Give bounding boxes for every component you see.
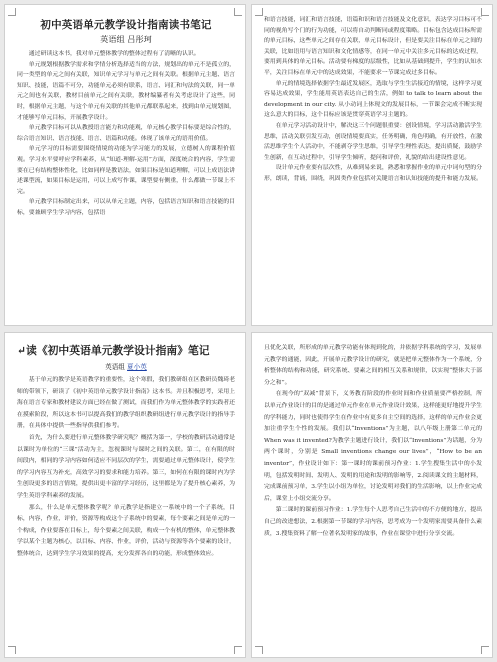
body-paragraph: 在现今的“双减”背景下，义务教育阶段的作业时间和作业质量要严格控制，所以单元作业设计的目的是通过单元作业在单元作业设计效果，这样能更好地提升学生的学科能力，同时也使得学生在作业中有更多自主空间的选择，这样的单元作业会更加注重学生个性的发展。我们以“Inventions”为主题，以八年级上册第二单元的 When was it invented?为教学主题进行设计，我们以“Inventions”为话题，分为两个课时，分别是 Small inventions change our lives”，“How to be an inventor”，作业设计如下：第一课时的课前预习作业：1.学生搜集生活中的小发明，包括发明时间、发明人、发明的用途和发明的影响等，2.阅读课文的主题材料，完成课前预习单，3.学生以小组为单位，讨论发明对我们的生活影响，以上作业完成后，课堂上小组交流分享。	[264, 391, 482, 502]
body-paragraph: 且优化关联，所形成的单元教学功能有体现到化的，并依据学科系统的学习，发展单元教学的通能，因此，开展单元教学设计的研究，就是把单元整体作为一个系统，分析整体的结构和功能，研究系统、要素之间的相互关系和规律，以实现“整体大于部分之和”。	[264, 345, 482, 386]
body-paragraph: 通过研读这本书，我对单元整体教学的整体过程有了清晰的认识。	[28, 51, 200, 57]
text-cursor-icon: ↵	[17, 344, 27, 357]
author-line	[17, 361, 235, 371]
page-corner-mark	[234, 8, 242, 16]
page-corner-mark	[255, 8, 263, 16]
body-paragraph: 那么，什么是单元整体教学呢？单元教学是指建立一系统中的一个子系统，目标，内容，作业，评价，资源等构成这个子系统中的要素，每个要素之间是单元的一个构成，作业要落在目标上，每个要素之间关联，构成一个有机的整体，单元整体教学以某个主题为核心，以目标、内容、作业，评价，活动与资源等各个要素的设计，整体统合，达到学生学习效果的提高，充分发挥各自的功能，形成整体效应。	[17, 504, 235, 557]
page-title	[17, 343, 235, 358]
author-line: 英语组 吕彤珂	[100, 34, 152, 44]
document-page-1	[4, 4, 246, 326]
body-paragraph: 首先，为什么要进行单元整体教学研究呢？概括为第一，学校的教研活动通常是以课时为单位的“三课”活动为主，忽视课时与课时之间的关联。第二，在有限的时间段内，相同的学习内容如何适应不同层次的学生，需要通过单元整体设计，使学生的学习内容互为补充，高效学习的要求和能力培养。第三，如何在有限的课时内为学生创设更多的语言情境，提供出更丰富的学习经历，这里都是为了提升核心素养，为学生英语学科素养的发展。	[17, 434, 235, 499]
page-corner-mark	[255, 646, 263, 654]
body-paragraph: 单元的情境选择依据学生最近发展区，选取与学生生活接近的情境，这样学习更容易达成效果，学生能用英语表达自己的生活，例如 to talk to learn about the development in our city. 从小动词上体现文的发展目标，一节课会完成不断实现这么意大的目标，这个目标应该是贯穿英语学习主题的。	[264, 80, 482, 119]
page-corner-mark	[8, 8, 16, 16]
page-title: 初中英语单元教学设计指南读书笔记	[40, 19, 212, 31]
document-page-2	[251, 4, 493, 326]
body-paragraph: 单元规划根据教学需求和学情分析选择适当的方法，规划出的单元不是孤立的，同一类型的单元之间有关联，知识单元学习与单元之间有关联。根据单元主题、语言知识、技能，语篇不可分，功能单元必须有联系，语言、词汇和句法的关联，同一单元之间也有关联，教材目前单元之间有关联，教材编纂者有关考虑设计了这些，同时，根据单元主题，与这个单元有关联的其他单元都联系起来，找到由单元规划图，才能够写单元目标，开展教学设计。	[17, 61, 235, 121]
document-page-4	[251, 332, 493, 658]
page-corner-mark	[481, 8, 489, 16]
page-corner-mark	[234, 646, 242, 654]
body-paragraph: 单元学习的目标需要围绕情境的功能为学习能力的发展，立德树人的课程价值观。学习水平要呼应学科素养，从“知道-理解-运用”方面，深度统合的内容，学生需要在已有结构整体性化，比如同样是教语法，如果目标是知道理解，可以上成语法讲述课型流，如果目标是运用，可以上成写作课，课型要有侧重，什么都做一节课上不完。	[17, 146, 235, 195]
body-paragraph: 单元教学目标可以从教授语言能力和功能观，单元核心教学目标要是综合性的，综合语言知识、语言技能、语言、语篇和功能。体现了该单元的语用价值。	[17, 125, 235, 142]
author-group: 英语组	[105, 363, 125, 371]
body-paragraph: 在单元学习活动设计中，解决这三个问题很重要：创设情境，学习活动激活学生思维，活动关联引发互动，创设情境要真实，任务明确，角色明确，有开放性，在激活思维学生个人活动中，不能剥夺学生思维，引导学生理性表达，提出质疑，鼓励学生创新，在互动过程中，引导学生倾听，提问和评价，礼貌的给出建设性意见。	[264, 122, 482, 161]
body-paragraph: 和语言技能，词汇和语言技能，语篇和识和语言技能及文化意识，表达学习目标可不同的视角写个门的行为功能，可以将自动判断同或程度策略。目标包含达成目标所需的单元目标，这些单元之间存在关联，单元目标设计，但是要关注目标在单元之间的关联，比如语用与语言知识和文化情感等，在同一单元中关注多元目标的达成过程，要用到具体的单元目标。活动要有梯度的层级性，比如从基础到提升，学生的认知水平，关注目标在单元中的达成效果，不能要求一节课完成过多目标。	[264, 17, 482, 76]
page-corner-mark	[8, 646, 16, 654]
author-name: 夏小英	[127, 363, 147, 371]
document-page-3	[4, 332, 246, 658]
page-title-text: 读《初中英语单元教学设计指南》笔记	[26, 344, 210, 357]
body-paragraph: 基于单元的教学是英语教学的重要性，这个寒假，我们教研组在区教研员魏琦老师的带领下，研读了《初中英语单元教学设计指南》这本书。并且积极思考，采用上海在语言专家和教材建议方面已经在做了测试，而我们作为单元整体教学的实践者还在摸索阶段，所以这本书可以提高我们的教学组织教研组进行单元教学设计的指导手册，在具体中提供一些指导供我们参考。	[17, 377, 235, 430]
body-paragraph: 第二课时的课前预习作业：1.学生每个人思考自己生活中的不方便的地方，提出自己的改进想法，2.根据第一节课的学习内容，思考成为一个发明家需要具备什么素质，3.搜集资料了解一位著名发明家的故事，作业在课堂中进行分享交流。	[264, 507, 482, 537]
body-paragraph: 设计单元作业要有层次性，从难到易来说，熟悉和掌握作业的单元中词句型的分形，朗读，背诵，围绕，巩固类作业包括对关键语言和认知技能的提升和能力发展。	[264, 165, 482, 182]
body-paragraph: 单元教学目标制定出来，可以从单元主题，内容，包括语言知识和语言技能的目标，要兼顾学生学习内容，包括语	[17, 199, 235, 216]
page-corner-mark	[481, 646, 489, 654]
